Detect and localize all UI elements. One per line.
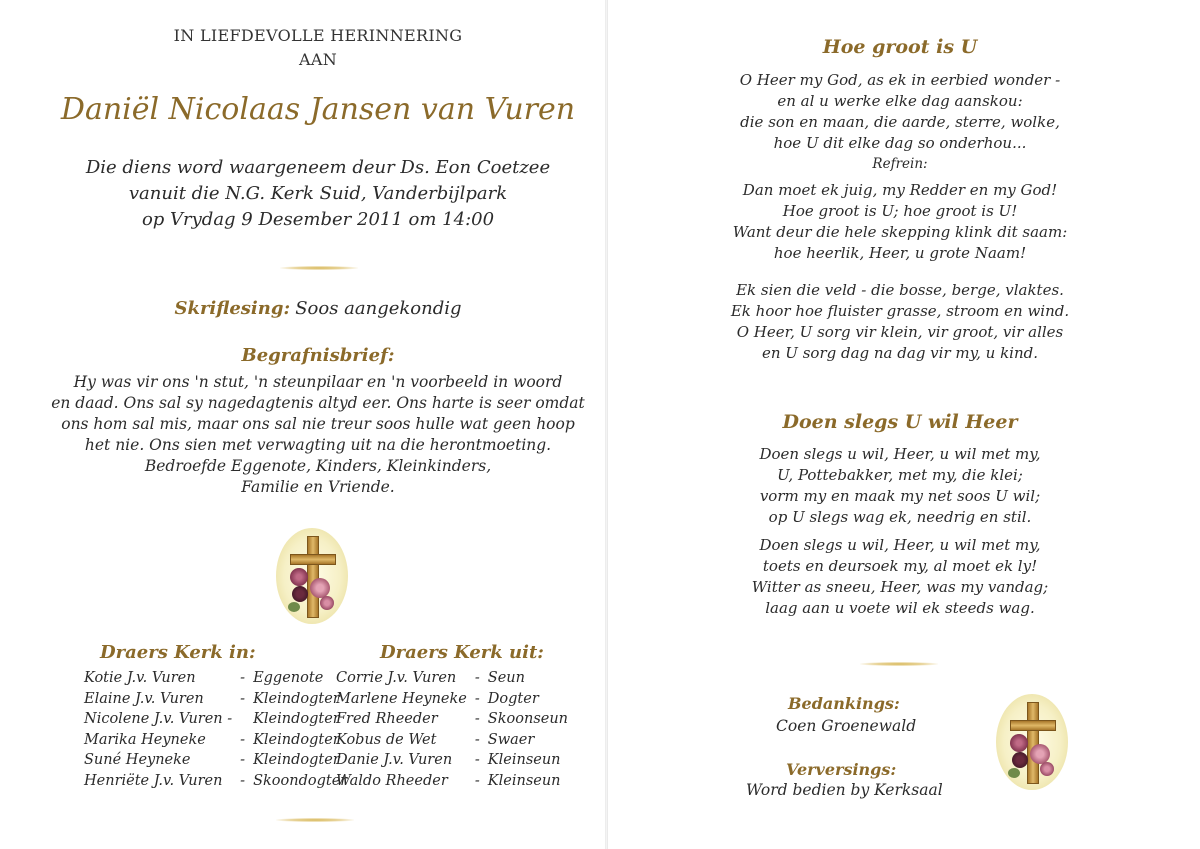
table-row bbox=[336, 771, 568, 792]
verse-line: die son en maan, die aarde, sterre, wolke, bbox=[740, 113, 1060, 131]
service-line: vanuit die N.G. Kerk Suid, Vanderbijlpark bbox=[128, 183, 508, 204]
verse-line: Ek sien die veld - die bosse, berge, vlaktes. bbox=[736, 281, 1064, 299]
thanks-heading-wrap bbox=[788, 694, 900, 713]
ornament-divider bbox=[860, 662, 938, 666]
flower-icon bbox=[1012, 752, 1028, 768]
verse-line: hoe U dit elke dag so onderhou... bbox=[773, 134, 1027, 152]
verse-line: Want deur die hele skepping klink dit saam: bbox=[732, 223, 1068, 241]
funeral-letter bbox=[0, 372, 636, 498]
song-1-title-wrap bbox=[610, 36, 1190, 58]
bearers-in-heading-wrap bbox=[100, 642, 256, 663]
bearer-name: Fred Rheeder bbox=[336, 711, 438, 727]
bearer-dash: - bbox=[240, 670, 246, 686]
song-2-verse-2 bbox=[610, 535, 1190, 619]
verse-line: Ek hoor hoe fluister grasse, stroom en wind. bbox=[730, 302, 1070, 320]
bearers-out-heading: Draers Kerk uit: bbox=[380, 642, 544, 663]
letter-line: Hy was vir ons 'n stut, 'n steunpilaar en 'n voorbeeld in woord bbox=[73, 373, 563, 391]
verse-line: en al u werke elke dag aanskou: bbox=[777, 92, 1023, 110]
letter-line: ons hom sal mis, maar ons sal nie treur soos hulle wat geen hoop bbox=[61, 415, 575, 433]
bearer-name: Waldo Rheeder bbox=[336, 772, 448, 789]
table-row bbox=[336, 668, 568, 689]
bearer-dash: - bbox=[474, 752, 480, 768]
letter-line: het nie. Ons sien met verwagting uit na die herontmoeting. bbox=[84, 436, 552, 454]
bearer-name: Elaine J.v. Vuren bbox=[84, 690, 204, 707]
table-row bbox=[336, 709, 568, 730]
bearer-name: Danie J.v. Vuren bbox=[336, 752, 453, 768]
verse-line: hoe heerlik, Heer, u grote Naam! bbox=[773, 244, 1027, 262]
verse-line: Doen slegs u wil, Heer, u wil met my, bbox=[759, 445, 1041, 463]
bearer-dash: - bbox=[474, 690, 480, 707]
verse-line: op U slegs wag ek, needrig en stil. bbox=[768, 508, 1032, 526]
cross-flower-emblem bbox=[996, 694, 1068, 790]
song-1-verse-1 bbox=[610, 70, 1190, 175]
table-row bbox=[336, 730, 568, 751]
ornament-divider bbox=[276, 818, 354, 822]
leaf-icon bbox=[1008, 768, 1020, 778]
bearer-dash: - bbox=[240, 690, 246, 707]
dedication-line-2: AAN bbox=[298, 50, 337, 69]
song-1-verse-2 bbox=[610, 280, 1190, 364]
bearers-in-heading: Draers Kerk in: bbox=[100, 642, 256, 663]
bearer-relation: Seun bbox=[487, 670, 525, 686]
bearer-dash: - bbox=[474, 731, 480, 748]
table-row bbox=[336, 689, 568, 710]
song-2-title: Doen slegs U wil Heer bbox=[782, 411, 1018, 433]
flower-icon bbox=[290, 568, 308, 586]
flower-icon bbox=[1040, 762, 1054, 776]
verse-line: Witter as sneeu, Heer, was my vandag; bbox=[751, 578, 1049, 596]
bearers-in-table bbox=[84, 668, 347, 791]
bearer-relation: Kleindogter bbox=[253, 711, 340, 727]
bearer-relation: Kleindogter bbox=[253, 752, 340, 768]
scripture-label: Skriflesing: bbox=[174, 298, 291, 319]
bearer-dash: - bbox=[474, 711, 480, 727]
flower-icon bbox=[1030, 744, 1050, 764]
verse-line: toets en deursoek my, al moet ek ly! bbox=[762, 557, 1038, 575]
bearer-dash: - bbox=[474, 670, 480, 686]
cross-icon bbox=[307, 536, 319, 618]
dedication-line-1: IN LIEFDEVOLLE HERINNERING bbox=[173, 26, 463, 45]
leaf-icon bbox=[288, 602, 300, 612]
table-row bbox=[84, 730, 347, 751]
cross-flower-emblem bbox=[276, 528, 348, 624]
bearer-name: Kotie J.v. Vuren bbox=[84, 670, 196, 686]
bearer-dash: - bbox=[474, 772, 480, 789]
bearer-dash bbox=[232, 709, 253, 730]
flower-icon bbox=[292, 586, 308, 602]
song-2-title-wrap bbox=[610, 411, 1190, 433]
verse-line: Doen slegs u wil, Heer, u wil met my, bbox=[759, 536, 1041, 554]
bearer-name: Nicolene J.v. Vuren - bbox=[84, 711, 233, 727]
verse-line: vorm my en maak my net soos U wil; bbox=[759, 487, 1041, 505]
bearer-relation: Eggenote bbox=[253, 670, 324, 686]
right-page bbox=[610, 0, 1200, 849]
refreshments-value: Word bedien by Kerksaal bbox=[746, 781, 943, 799]
table-row bbox=[336, 750, 568, 771]
bearer-name: Marika Heyneke bbox=[84, 731, 206, 748]
bearers-out-table bbox=[336, 668, 568, 791]
flower-icon bbox=[310, 578, 330, 598]
bearer-relation: Kleindogter bbox=[253, 690, 340, 707]
scripture-reading bbox=[0, 298, 636, 319]
verse-line: Hoe groot is U; hoe groot is U! bbox=[782, 202, 1018, 220]
refreshments-heading: Verversings: bbox=[786, 760, 897, 779]
verse-line: en U sorg dag na dag vir my, u kind. bbox=[762, 344, 1038, 362]
bearer-relation: Skoonseun bbox=[487, 711, 569, 727]
thanks-heading: Bedankings: bbox=[788, 694, 900, 713]
service-line: Die diens word waargeneem deur Ds. Eon Coetzee bbox=[85, 157, 551, 178]
letter-line: Bedroefde Eggenote, Kinders, Kleinkinders, bbox=[144, 457, 492, 475]
verse-line: laag aan u voete wil ek steeds wag. bbox=[765, 599, 1035, 617]
service-details bbox=[0, 155, 636, 233]
funeral-letter-heading-wrap bbox=[0, 345, 636, 366]
table-row bbox=[84, 709, 347, 730]
cross-bar bbox=[290, 554, 336, 565]
scripture-value: Soos aangekondig bbox=[295, 298, 462, 319]
verse-line: Dan moet ek juig, my Redder en my God! bbox=[742, 181, 1058, 199]
bearer-relation: Dogter bbox=[487, 690, 539, 707]
ornament-divider bbox=[280, 266, 358, 270]
song-2-verse-1 bbox=[610, 444, 1190, 528]
verse-line: O Heer, U sorg vir klein, vir groot, vir alles bbox=[736, 323, 1064, 341]
flower-icon bbox=[320, 596, 334, 610]
thanks-value: Coen Groenewald bbox=[776, 717, 917, 735]
bearer-name: Henriëte J.v. Vuren bbox=[84, 772, 223, 789]
song-1-title: Hoe groot is U bbox=[822, 36, 978, 58]
bearer-dash: - bbox=[240, 772, 246, 789]
bearer-name: Kobus de Wet bbox=[336, 731, 437, 748]
bearer-relation: Kleindogter bbox=[253, 731, 340, 748]
bearer-dash: - bbox=[240, 731, 246, 748]
table-row bbox=[84, 750, 347, 771]
table-row bbox=[84, 689, 347, 710]
song-1-refrain bbox=[610, 180, 1190, 264]
flower-icon bbox=[1010, 734, 1028, 752]
bearer-relation: Kleinseun bbox=[487, 772, 561, 789]
bearer-name: Suné Heyneke bbox=[84, 752, 191, 768]
service-line: op Vrydag 9 Desember 2011 om 14:00 bbox=[141, 209, 495, 230]
letter-line: Familie en Vriende. bbox=[241, 478, 395, 496]
cross-icon bbox=[1027, 702, 1039, 784]
verse-line: O Heer my God, as ek in eerbied wonder - bbox=[739, 71, 1061, 89]
bearer-dash: - bbox=[240, 752, 246, 768]
refrain-label: Refrein: bbox=[872, 156, 928, 172]
funeral-letter-heading: Begrafnisbrief: bbox=[241, 345, 395, 366]
bearer-relation: Kleinseun bbox=[487, 752, 561, 768]
bearer-name: Corrie J.v. Vuren bbox=[336, 670, 457, 686]
cross-bar bbox=[1010, 720, 1056, 731]
bearer-name: Marlene Heyneke bbox=[336, 690, 467, 707]
refreshments-heading-wrap bbox=[786, 760, 896, 779]
dedication-header bbox=[0, 24, 636, 72]
table-row bbox=[84, 668, 347, 689]
letter-line: en daad. Ons sal sy nagedagtenis altyd eer. Ons harte is seer omdat bbox=[51, 394, 585, 412]
verse-line: U, Pottebakker, met my, die klei; bbox=[777, 466, 1023, 484]
bearer-relation: Skoondogter bbox=[253, 772, 348, 789]
table-row bbox=[84, 771, 347, 792]
deceased-name: Daniël Nicolaas Jansen van Vuren bbox=[60, 92, 576, 127]
bearers-out-heading-wrap bbox=[380, 642, 544, 663]
bearer-relation: Swaer bbox=[487, 731, 535, 748]
